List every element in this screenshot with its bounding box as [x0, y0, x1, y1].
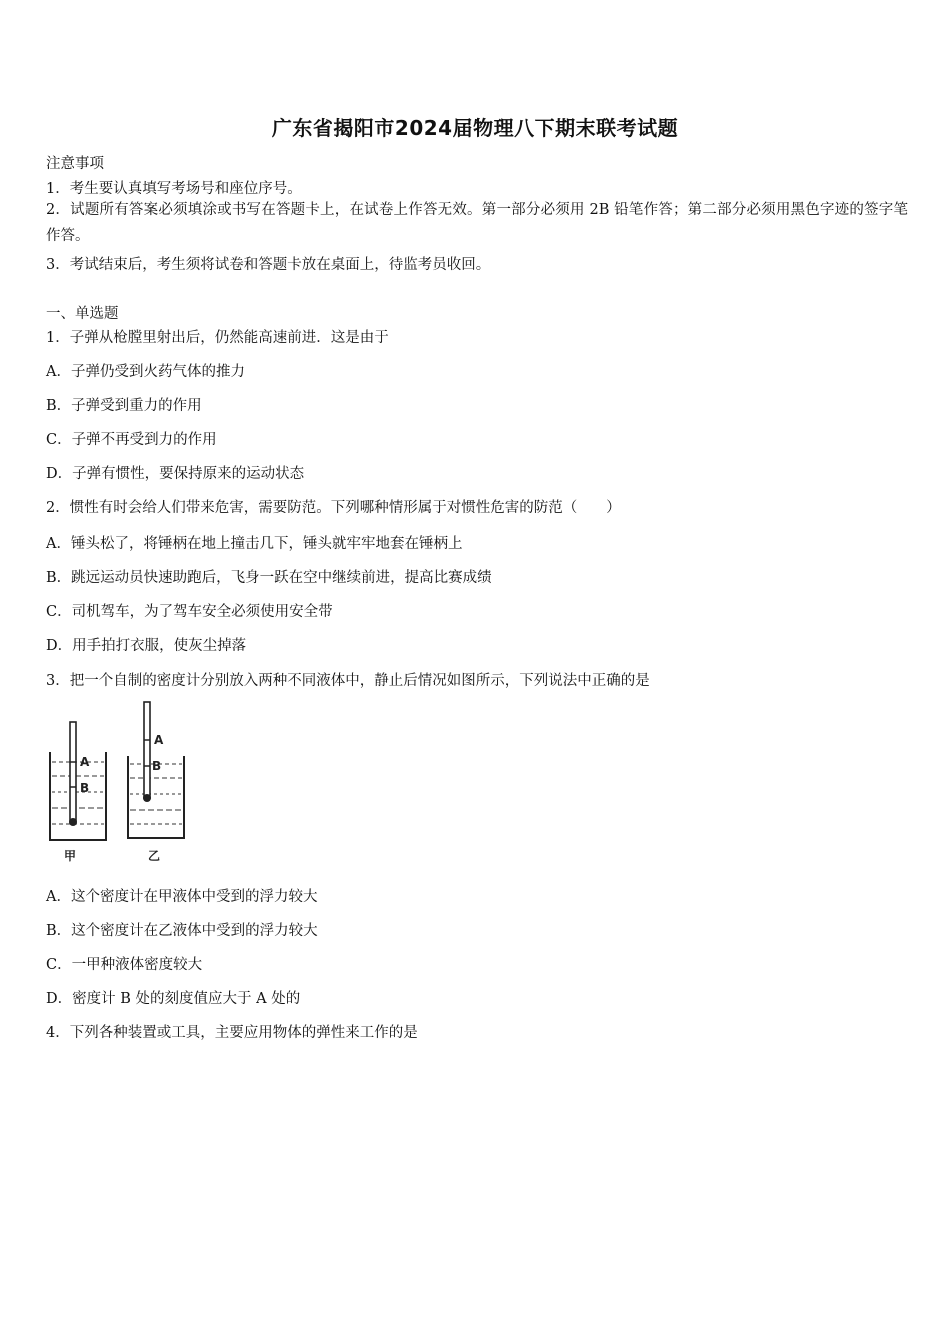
option-2c: C．司机驾车，为了驾车安全必须使用安全带: [46, 604, 333, 620]
question-stem-4: 4．下列各种装置或工具，主要应用物体的弹性来工作的是: [46, 1025, 418, 1041]
page-title: 广东省揭阳市2024届物理八下期末联考试题: [271, 116, 679, 140]
option-1c: C．子弹不再受到力的作用: [46, 432, 217, 448]
hydrometer-figure: [44, 698, 194, 866]
mark-a-left: A: [80, 755, 90, 769]
option-2b: B．跳远运动员快速助跑后，飞身一跃在空中继续前进，提高比赛成绩: [46, 570, 492, 586]
notice-item: 2．试题所有答案必须填涂或书写在答题卡上，在试卷上作答无效。第一部分必须用 2B 铅笔作答；第二部分必须用黑色字迹的签字笔作答。: [46, 202, 908, 244]
section-heading: 一、单选题: [46, 306, 119, 322]
option-2d: D．用手拍打衣服，使灰尘掉落: [46, 638, 247, 654]
caption-left: 甲: [64, 849, 77, 863]
notice-heading: 注意事项: [46, 156, 104, 172]
mark-a-right: A: [154, 733, 164, 747]
option-2a: A．锤头松了，将锤柄在地上撞击几下，锤头就牢牢地套在锤柄上: [46, 536, 463, 552]
option-1a: A．子弹仍受到火药气体的推力: [46, 364, 245, 380]
question-stem-2: 2．惯性有时会给人们带来危害，需要防范。下列哪种情形属于对惯性危害的防范（ ）: [46, 500, 621, 516]
option-1b: B．子弹受到重力的作用: [46, 398, 202, 414]
hydrometer-left: [69, 722, 77, 826]
notice-item: 3．考试结束后，考生须将试卷和答题卡放在桌面上，待监考员收回。: [46, 257, 491, 273]
notice-item: 1．考生要认真填写考场号和座位序号。: [46, 181, 302, 197]
option-3a: A．这个密度计在甲液体中受到的浮力较大: [46, 889, 318, 905]
mark-b-right: B: [152, 759, 162, 773]
question-stem-3: 3．把一个自制的密度计分别放入两种不同液体中，静止后情况如图所示，下列说法中正确的是: [46, 673, 650, 689]
beaker-left: [50, 752, 106, 840]
mark-b-left: B: [80, 781, 90, 795]
question-stem-1: 1．子弹从枪膛里射出后，仍然能高速前进．这是由于: [46, 330, 389, 346]
option-1d: D．子弹有惯性，要保持原来的运动状态: [46, 466, 305, 482]
caption-right: 乙: [148, 849, 161, 863]
option-3b: B．这个密度计在乙液体中受到的浮力较大: [46, 923, 318, 939]
hydrometer-right: [143, 702, 151, 802]
option-3c: C．一甲种液体密度较大: [46, 957, 203, 973]
option-3d: D．密度计 B 处的刻度值应大于 A 处的: [46, 991, 301, 1007]
